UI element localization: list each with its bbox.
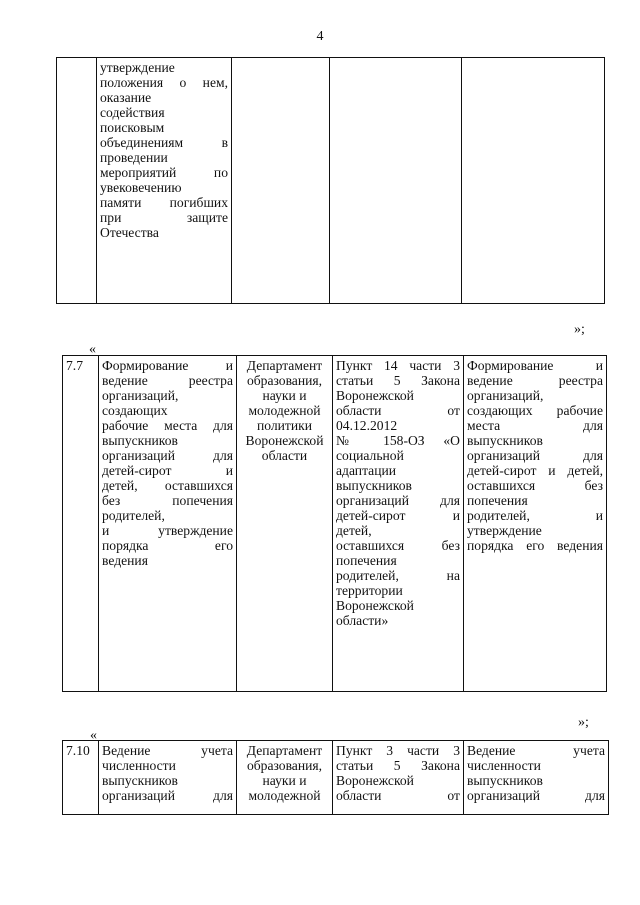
text-line: области»: [336, 613, 389, 628]
text-line: статьи 5 Закона: [336, 373, 460, 388]
text-line: организаций,: [102, 388, 179, 403]
cell-function: [464, 356, 607, 692]
cell-lines: [102, 743, 233, 803]
text-line: Воронежской: [245, 433, 324, 448]
text-line: детей-сирот и: [102, 463, 233, 478]
text-line: детей-сирот и детей,: [467, 463, 603, 478]
cell-function: [462, 58, 605, 304]
opening-quote: «: [90, 728, 97, 743]
text-line: порядка его ведения: [467, 538, 603, 553]
text-line: выпускников: [336, 478, 412, 493]
text-line: № 158-ОЗ «О: [336, 433, 460, 448]
text-line: Воронежской: [336, 598, 414, 613]
text-line: содействия: [100, 105, 165, 120]
closing-quote: »;: [578, 715, 589, 730]
row-number: 7.10: [63, 741, 99, 815]
text-line: Воронежской: [336, 388, 414, 403]
text-line: поисковым: [100, 120, 165, 135]
text-line: увековечению: [100, 180, 182, 195]
table-continuation: [56, 57, 605, 304]
cell-legal-basis: [330, 58, 462, 304]
text-line: ведения: [102, 553, 148, 568]
text-line: статьи 5 Закона: [336, 758, 460, 773]
text-line: политики: [256, 418, 313, 433]
text-line: проведении: [100, 150, 168, 165]
text-line: выпускников: [102, 773, 178, 788]
text-line: Ведение учета: [467, 743, 605, 758]
cell-responsible: [237, 741, 333, 815]
text-line: Департамент: [246, 358, 323, 373]
cell-lines: [467, 743, 605, 803]
text-line: социальной: [336, 448, 404, 463]
text-line: организаций,: [467, 388, 544, 403]
text-line: попечения: [336, 553, 397, 568]
text-line: Формирование и: [467, 358, 603, 373]
text-line: родителей,: [102, 508, 165, 523]
text-line: выпускников: [102, 433, 178, 448]
text-line: численности: [102, 758, 176, 773]
text-line: территории: [336, 583, 403, 598]
text-line: организаций для: [467, 448, 603, 463]
text-line: рабочие места для: [102, 418, 233, 433]
text-line: мероприятий по: [100, 165, 228, 180]
text-line: при защите: [100, 210, 228, 225]
text-line: области: [261, 448, 308, 463]
text-line: попечения: [467, 493, 528, 508]
text-line: утверждение: [100, 60, 175, 75]
text-line: оказание: [100, 90, 152, 105]
text-line: Формирование и: [102, 358, 233, 373]
text-line: науки и: [262, 388, 307, 403]
text-line: области от: [336, 788, 460, 803]
cell-description: [97, 58, 232, 304]
text-line: положения о нем,: [100, 75, 228, 90]
text-line: Департамент: [246, 743, 323, 758]
text-line: выпускников: [467, 773, 543, 788]
cell-lines: [336, 743, 460, 803]
table-row-7-7: [62, 355, 607, 692]
text-line: организаций для: [102, 788, 233, 803]
text-line: создающих рабочие: [467, 403, 603, 418]
text-line: организаций для: [467, 788, 605, 803]
cell-description: [99, 741, 237, 815]
opening-quote: «: [89, 342, 96, 357]
cell-legal-basis: [333, 356, 464, 692]
text-line: области от: [336, 403, 460, 418]
cell-lines: [336, 358, 460, 628]
text-line: памяти погибших: [100, 195, 228, 210]
cell-lines: [467, 358, 603, 553]
text-line: молодежной: [248, 403, 321, 418]
cell-responsible: [237, 356, 333, 692]
text-line: организаций для: [336, 493, 460, 508]
text-line: детей, оставшихся: [102, 478, 233, 493]
text-line: образования,: [246, 373, 323, 388]
cell-responsible: [232, 58, 330, 304]
text-line: выпускников: [467, 433, 543, 448]
text-line: Воронежской: [336, 773, 414, 788]
text-line: и утверждение: [102, 523, 233, 538]
text-line: утверждение: [467, 523, 542, 538]
text-line: объединениям в: [100, 135, 228, 150]
text-line: Ведение учета: [102, 743, 233, 758]
text-line: молодежной: [248, 788, 321, 803]
text-line: Отечества: [100, 225, 159, 240]
cell-lines: [240, 743, 329, 803]
text-line: 04.12.2012: [336, 418, 398, 433]
closing-quote: »;: [574, 322, 585, 337]
text-line: без попечения: [102, 493, 233, 508]
cell-number: [57, 58, 97, 304]
cell-lines: [102, 358, 233, 568]
text-line: места для: [467, 418, 603, 433]
text-line: оставшихся без: [467, 478, 603, 493]
text-line: ведение реестра: [467, 373, 603, 388]
cell-legal-basis: [333, 741, 464, 815]
text-line: организаций для: [102, 448, 233, 463]
text-line: родителей, и: [467, 508, 603, 523]
page-number: 4: [316, 29, 324, 44]
text-line: образования,: [246, 758, 323, 773]
text-line: численности: [467, 758, 541, 773]
text-line: создающих: [102, 403, 168, 418]
text-line: детей-сирот и: [336, 508, 460, 523]
cell-description: [99, 356, 237, 692]
cell-lines: [240, 358, 329, 463]
text-line: адаптации: [336, 463, 397, 478]
text-line: Пункт 3 части 3: [336, 743, 460, 758]
text-line: родителей, на: [336, 568, 460, 583]
cell-lines: [100, 60, 228, 240]
text-line: детей,: [336, 523, 372, 538]
text-line: ведение реестра: [102, 373, 233, 388]
text-line: науки и: [262, 773, 307, 788]
text-line: Пункт 14 части 3: [336, 358, 460, 373]
text-line: порядка его: [102, 538, 233, 553]
table-row-7-10: [62, 740, 609, 815]
text-line: оставшихся без: [336, 538, 460, 553]
cell-function: [464, 741, 609, 815]
row-number: 7.7: [63, 356, 99, 692]
